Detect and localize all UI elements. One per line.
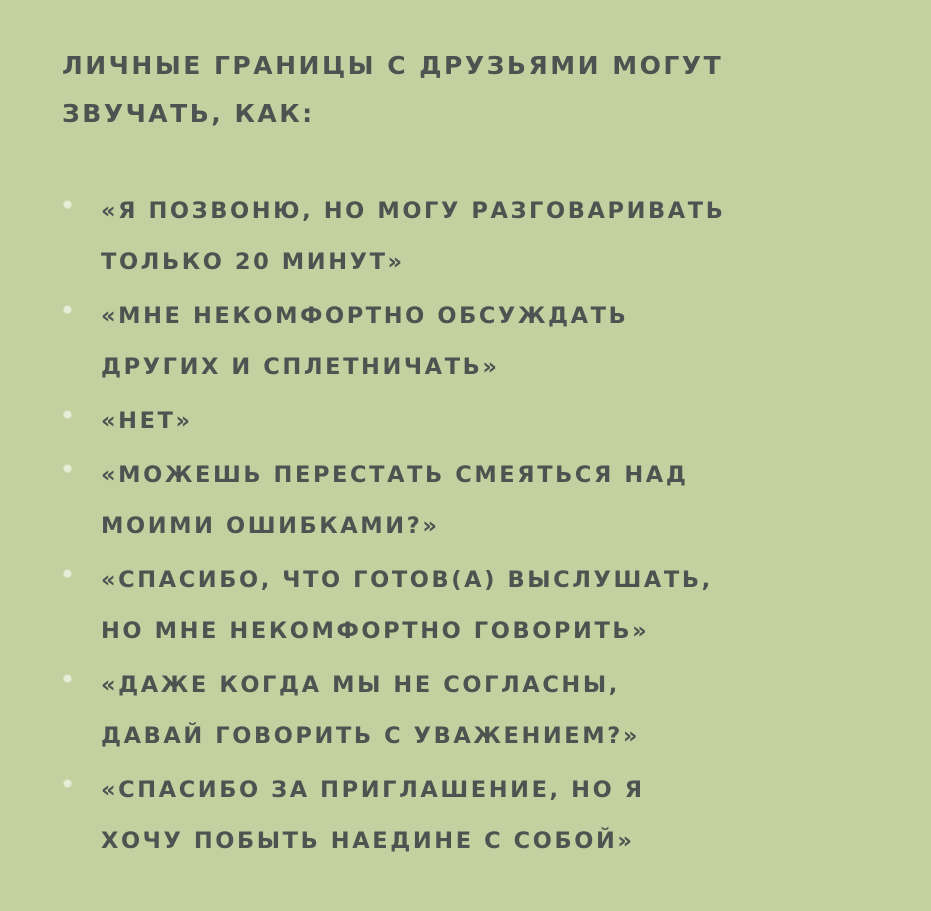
item-line: «МНЕ НЕКОМФОРТНО ОБСУЖДАТЬ [101,303,629,329]
list-item [62,186,871,288]
item-line: ХОЧУ ПОБЫТЬ НАЕДИНЕ С СОБОЙ» [101,828,635,854]
heading-line: ЛИЧНЫЕ ГРАНИЦЫ С ДРУЗЬЯМИ МОГУТ [62,51,724,80]
item-line: «НЕТ» [101,408,193,434]
heading-line: ЗВУЧАТЬ, КАК: [62,99,315,128]
item-line: «ДАЖЕ КОГДА МЫ НЕ СОГЛАСНЫ, [101,672,620,698]
list-item [62,396,871,447]
boundary-phrases-list [62,186,871,867]
item-line: ДАВАЙ ГОВОРИТЬ С УВАЖЕНИЕМ?» [101,723,641,749]
item-line: «СПАСИБО, ЧТО ГОТОВ(А) ВЫСЛУШАТЬ, [101,567,713,593]
list-item [62,555,871,657]
bullet-dot-icon [64,201,71,208]
list-item [62,660,871,762]
heading [62,42,871,138]
item-line: ТОЛЬКО 20 МИНУТ» [101,249,405,275]
item-line: ДРУГИХ И СПЛЕТНИЧАТЬ» [101,354,500,380]
bullet-dot-icon [64,675,71,682]
bullet-dot-icon [64,411,71,418]
item-line: «Я ПОЗВОНЮ, НО МОГУ РАЗГОВАРИВАТЬ [101,198,726,224]
bullet-dot-icon [64,780,71,787]
list-item [62,765,871,867]
list-item [62,450,871,552]
list-item [62,291,871,393]
bullet-dot-icon [64,570,71,577]
item-line: «МОЖЕШЬ ПЕРЕСТАТЬ СМЕЯТЬСЯ НАД [101,462,689,488]
bullet-dot-icon [64,306,71,313]
bullet-dot-icon [64,465,71,472]
item-line: МОИМИ ОШИБКАМИ?» [101,513,440,539]
item-line: НО МНЕ НЕКОМФОРТНО ГОВОРИТЬ» [101,618,650,644]
item-line: «СПАСИБО ЗА ПРИГЛАШЕНИЕ, НО Я [101,777,645,803]
